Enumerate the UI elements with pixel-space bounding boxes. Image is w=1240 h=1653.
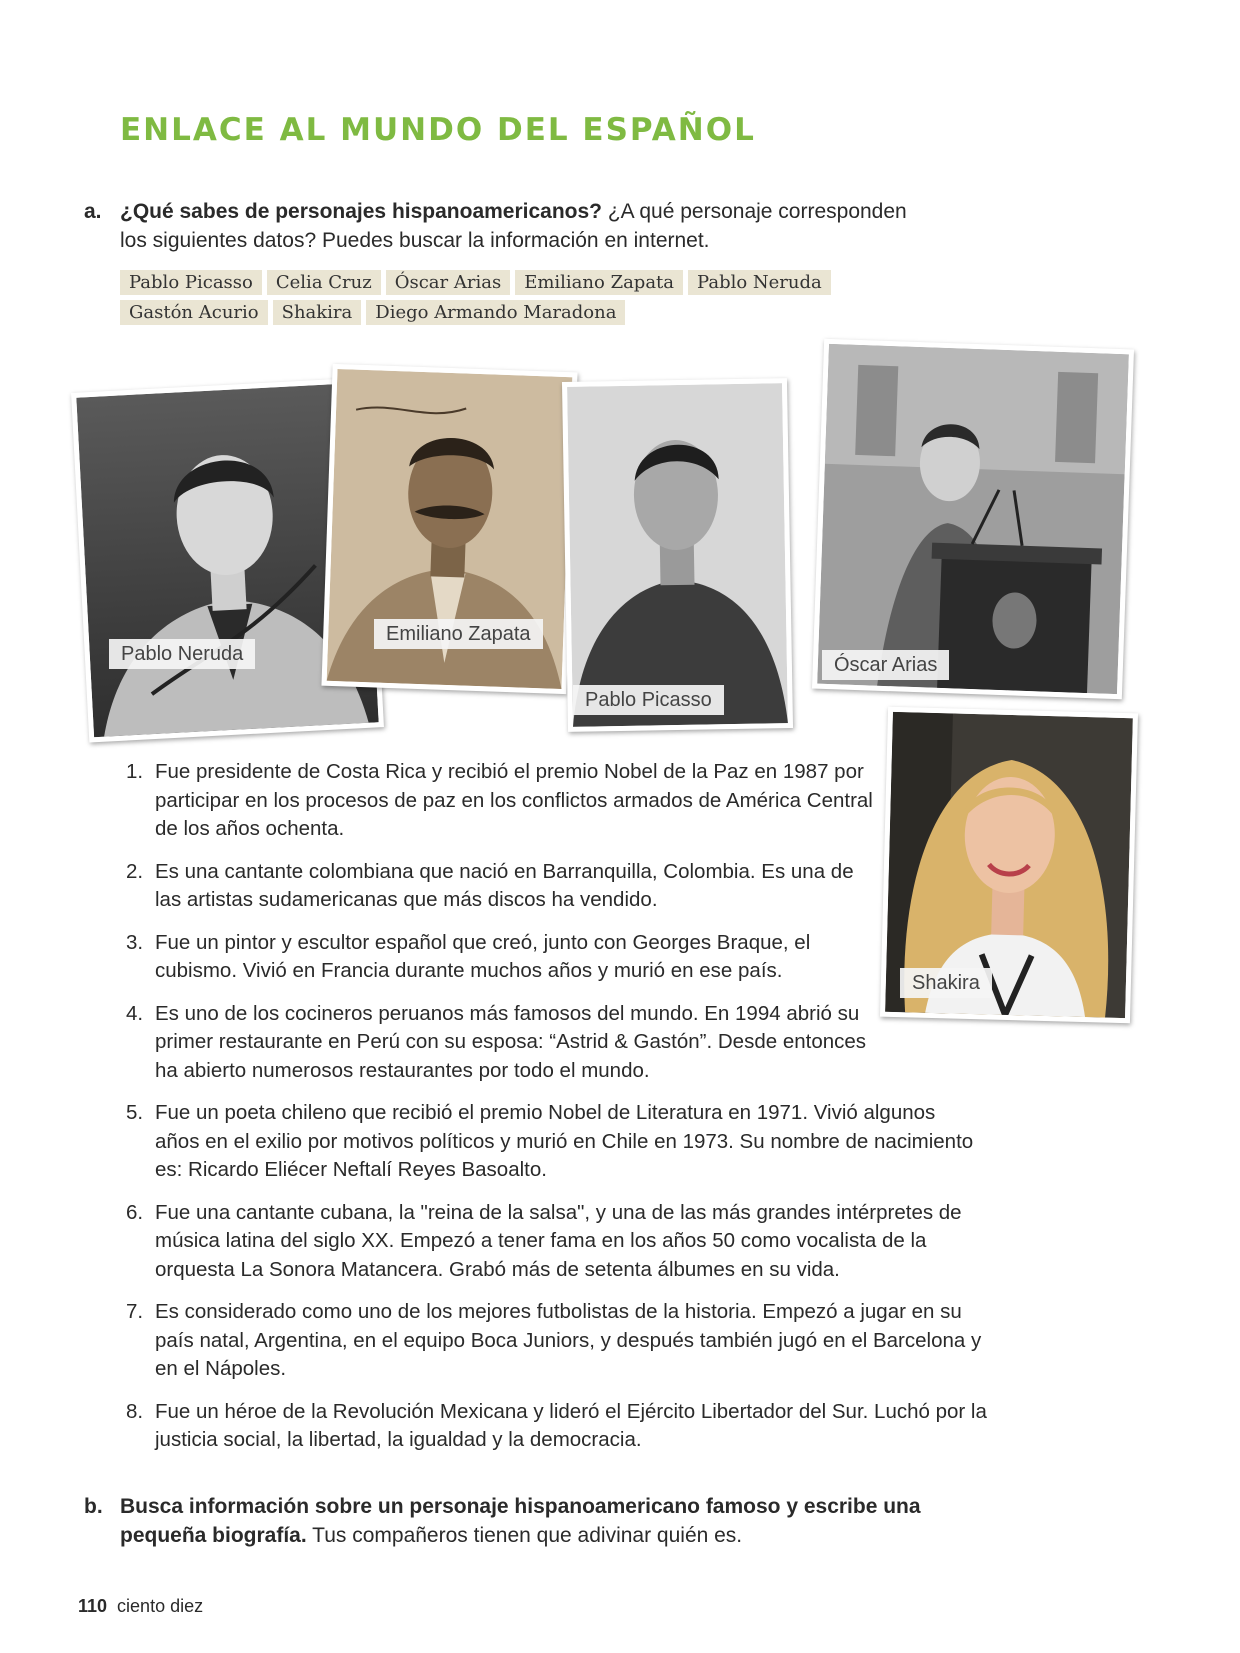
caption-picasso: Pablo Picasso [573,685,724,715]
list-item [118,858,885,915]
page-number: 110 [78,1596,108,1616]
item-number: 6. [126,1200,144,1224]
name-chip: Emiliano Zapata [515,270,683,295]
caption-shakira: Shakira [900,968,992,998]
list-item [118,1298,985,1384]
item-number: 3. [126,930,144,954]
item-number: 7. [126,1300,144,1323]
item-text: Es una cantante colombiana que nació en Barranquilla, Colombia. Es una de las artistas sudamericanas que más discos ha vendido. [155,859,854,911]
name-chip: Gastón Acurio [120,300,268,325]
item-number: 8. [126,1399,144,1423]
section-b-label: b. [84,1495,103,1518]
page-footer [78,1596,203,1617]
section-a [84,197,914,255]
photo-picasso [562,378,793,732]
list-item [118,758,895,844]
section-a-question [120,197,914,255]
section-a-question-bold: ¿Qué sabes de personajes hispanoamericanos? [120,200,603,223]
item-number: 5. [126,1101,144,1124]
list-item [118,1099,985,1185]
name-chip: Pablo Picasso [120,270,262,295]
name-chips [120,270,900,330]
caption-zapata: Emiliano Zapata [374,619,543,649]
item-text: Fue un poeta chileno que recibió el premio Nobel de Literatura en 1971. Vivió algunos años en el exilio por motivos políticos y murió en Chile en 1973. Su nombre de nacimiento es: Ricardo Eliécer Neftalí Reyes Basoalto. [155,1101,974,1181]
name-chip: Diego Armando Maradona [366,300,625,325]
list-item [118,929,855,986]
section-b-instruction-bold: Busca información sobre un personaje hispanoamericano famoso y escribe una pequeña biografía. [120,1495,921,1547]
name-chip: Celia Cruz [267,270,381,295]
item-number: 1. [126,760,144,783]
name-chip: Shakira [273,300,362,325]
name-chip: Pablo Neruda [688,270,831,295]
page-title: ENLACE AL MUNDO DEL ESPAÑOL [120,112,756,148]
item-text: Fue presidente de Costa Rica y recibió el premio Nobel de la Paz en 1987 por participar en los procesos de paz en los conflictos armados de América Central de los años ochenta. [155,760,873,840]
section-b [84,1492,944,1550]
section-b-instruction [120,1492,944,1550]
item-text: Fue un héroe de la Revolución Mexicana y lideró el Ejército Libertador del Sur. Luchó por la justicia social, la libertad, la igualdad y la democracia. [155,1399,987,1451]
section-b-instruction-rest: Tus compañeros tienen que adivinar quién es. [306,1524,743,1547]
item-text: Fue un pintor y escultor español que creó, junto con Georges Braque, el cubismo. Vivió en Francia durante muchos años y murió en ese país. [155,930,811,982]
item-text: Fue una cantante cubana, la "reina de la salsa", y una de las más grandes intérpretes de música latina del siglo XX. Empezó a tener fama en los años 50 como vocalista de la orquesta La Sonora Matancera. Grabó más de setenta álbumes en su vida. [155,1200,962,1281]
clue-list [118,758,998,1469]
list-item [118,1199,985,1285]
list-item [118,1000,875,1086]
section-a-question-rest: ¿A qué personaje corresponden los siguientes datos? Puedes buscar la información en internet. [120,200,907,252]
portrait-picasso-image [567,383,788,727]
portrait-arias-image [817,344,1129,694]
caption-neruda: Pablo Neruda [109,639,255,669]
item-number: 4. [126,1001,144,1025]
page-number-text: ciento diez [117,1596,204,1616]
photo-arias [812,339,1134,700]
caption-arias: Óscar Arias [822,650,949,680]
item-number: 2. [126,859,144,883]
name-chip: Óscar Arias [386,270,510,295]
item-text: Es uno de los cocineros peruanos más famosos del mundo. En 1994 abrió su primer restaurante en Perú con su esposa: “Astrid & Gastón”. Desde entonces ha abierto numerosos restaurantes por todo el mundo. [155,1001,867,1082]
item-text: Es considerado como uno de los mejores futbolistas de la historia. Empezó a jugar en su país natal, Argentina, en el equipo Boca Juniors, y después también jugó en el Barcelona y en el Nápoles. [155,1300,982,1380]
section-a-label: a. [84,200,102,223]
list-item [118,1398,1025,1455]
